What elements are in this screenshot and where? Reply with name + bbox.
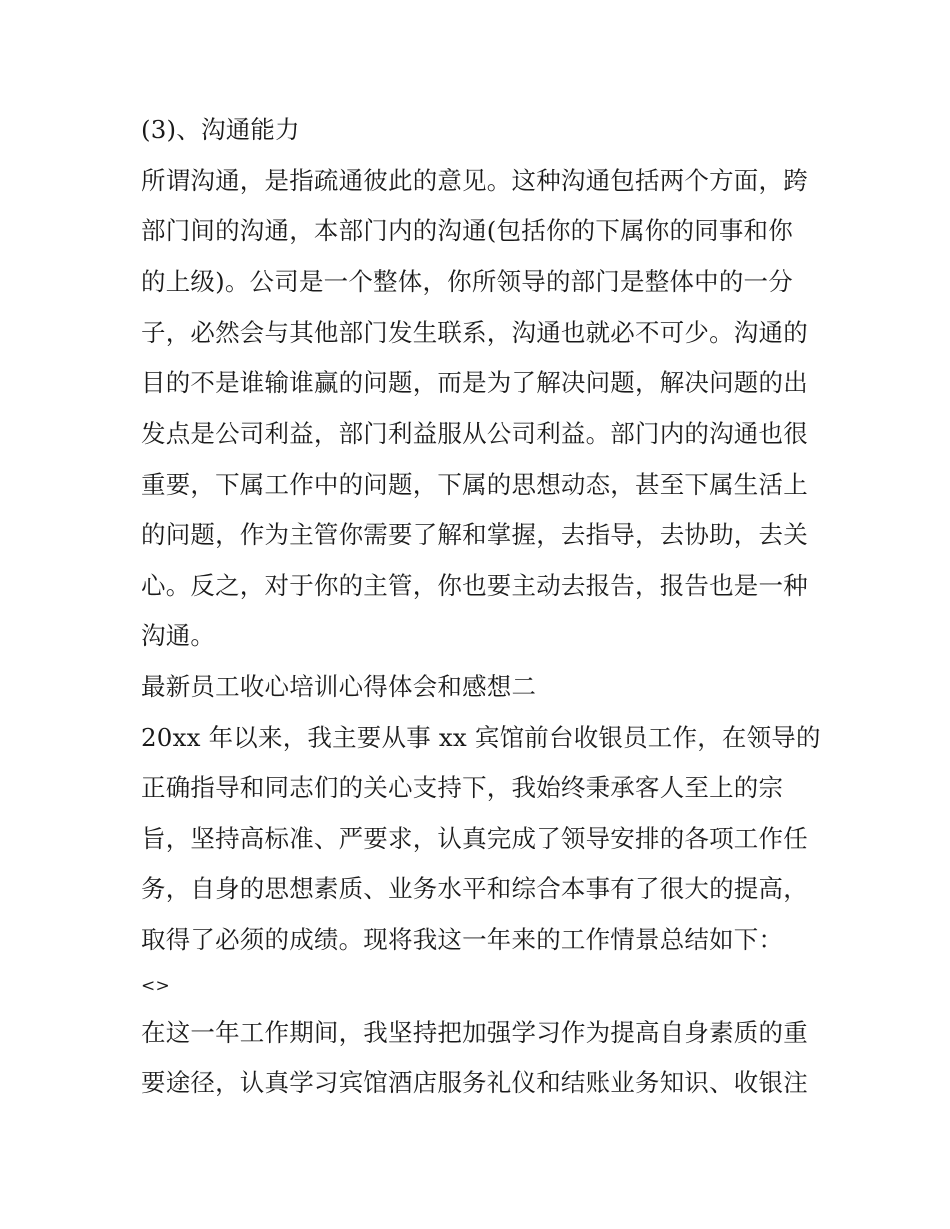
paragraph-line: 子，必然会与其他部门发生联系，沟通也就必不可少。沟通的 xyxy=(141,318,808,347)
paragraph-line: 要途径，认真学习宾馆酒店服务礼仪和结账业务知识、收银注 xyxy=(141,1068,808,1097)
paragraph-line: 发点是公司利益，部门利益服从公司利益。部门内的沟通也很 xyxy=(141,419,808,448)
paragraph-line: 沟通。 xyxy=(141,621,216,650)
paragraph-line: 务，自身的思想素质、业务水平和综合本事有了很大的提高， xyxy=(141,874,808,903)
section-title: 最新员工收心培训心得体会和感想二 xyxy=(141,672,537,701)
paragraph-line: 20xx 年以来，我主要从事 xx 宾馆前台收银员工作，在领导的 xyxy=(141,723,821,752)
paragraph-line: 重要，下属工作中的问题，下属的思想动态，甚至下属生活上 xyxy=(141,470,808,499)
paragraph-line: 取得了必须的成绩。现将我这一年来的工作情景总结如下： xyxy=(141,925,784,954)
paragraph-line: 的问题，作为主管你需要了解和掌握，去指导，去协助，去关 xyxy=(141,520,808,549)
paragraph-line: 目的不是谁输谁赢的问题，而是为了解决问题，解决问题的出 xyxy=(141,368,808,397)
paragraph-line: 在这一年工作期间，我坚持把加强学习作为提高自身素质的重 xyxy=(141,1018,808,1047)
paragraph-line: 心。反之，对于你的主管，你也要主动去报告，报告也是一种 xyxy=(141,571,808,600)
paragraph-line: 部门间的沟通，本部门内的沟通(包括你的下属你的同事和你 xyxy=(141,216,793,245)
placeholder-marker: <> xyxy=(141,976,170,996)
paragraph-line: 的上级)。公司是一个整体，你所领导的部门是整体中的一分 xyxy=(141,267,793,296)
paragraph-line: 旨，坚持高标准、严要求，认真完成了领导安排的各项工作任 xyxy=(141,824,808,853)
paragraph-line: 正确指导和同志们的关心支持下，我始终秉承客人至上的宗 xyxy=(141,773,784,802)
section-heading: (3)、沟通能力 xyxy=(141,115,300,144)
paragraph-line: 所谓沟通，是指疏通彼此的意见。这种沟通包括两个方面，跨 xyxy=(141,166,808,195)
